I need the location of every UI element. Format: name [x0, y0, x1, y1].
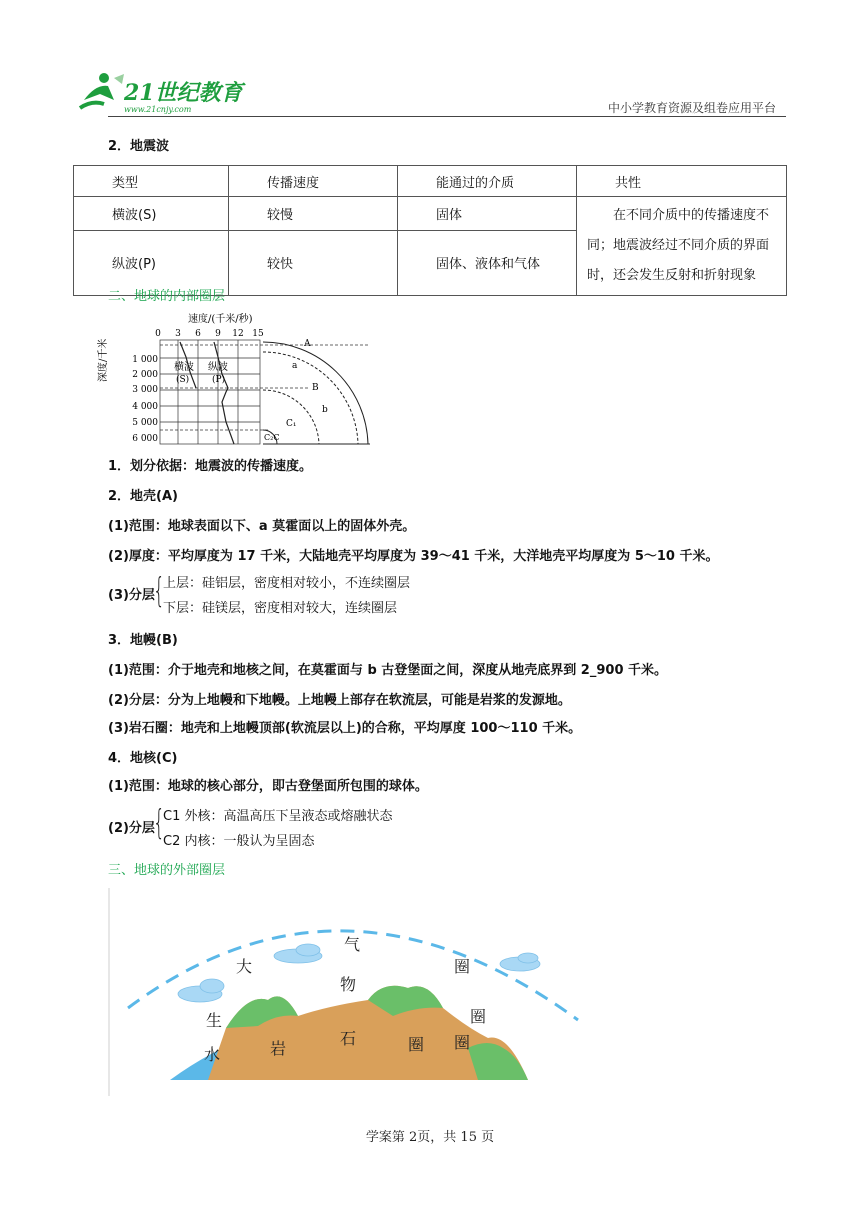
header-platform-text: 中小学教育资源及组卷应用平台 — [607, 101, 776, 115]
y-tick: 6 000 — [132, 434, 158, 444]
p-wave-label: 纵波 — [208, 362, 228, 373]
biosphere-char: 生 — [206, 1011, 223, 1030]
x-tick: 6 — [195, 329, 201, 339]
lithosphere-char: 石 — [340, 1029, 357, 1048]
biosphere-char: 圈 — [470, 1007, 487, 1026]
mantle-layers: (2)分层：分为上地幔和下地幔。上地幔上部存在软流层，可能是岩浆的发源地。 — [108, 693, 571, 708]
site-logo — [74, 70, 244, 116]
crust-range: (1)范围：地球表面以下、a 莫霍面以上的固体外壳。 — [108, 519, 416, 534]
hydrosphere-char: 圈 — [454, 1033, 471, 1052]
y-tick: 3 000 — [132, 385, 158, 395]
seismic-wave-table — [73, 165, 787, 296]
p-wave-label: (P) — [212, 375, 226, 385]
label-A: A — [304, 339, 311, 349]
table-header-row — [74, 166, 787, 197]
table-header-cell: 能通过的介质 — [398, 166, 577, 197]
heading-external-layers: 三、地球的外部圈层 — [108, 863, 226, 878]
table-cell: 较慢 — [229, 197, 398, 231]
table-header-cell: 类型 — [74, 166, 229, 197]
y-tick: 5 000 — [132, 418, 158, 428]
table-cell: 纵波(P) — [74, 230, 229, 295]
table-cell: 较快 — [229, 230, 398, 295]
core-layer-prefix: (2)分层 — [108, 821, 155, 836]
speed-axis-label: 速度/(千米/秒) — [188, 314, 253, 325]
core-range: (1)范围：地球的核心部分，即古登堡面所包围的球体。 — [108, 779, 428, 794]
crust-lower-layer: 下层：硅镁层，密度相对较大，连续圈层 — [163, 601, 398, 616]
x-tick: 3 — [175, 329, 181, 339]
crust-title: 2．地壳(A) — [108, 489, 178, 504]
x-tick: 0 — [155, 329, 161, 339]
table-header-cell: 共性 — [577, 166, 787, 197]
logo-url: www.21cnjy.com — [124, 105, 192, 114]
table-header-cell: 传播速度 — [229, 166, 398, 197]
external-spheres-figure — [108, 888, 588, 1096]
atmosphere-char: 气 — [344, 935, 361, 954]
hydrosphere-char: 水 — [204, 1045, 221, 1064]
page-footer: 学案第 2页，共 15 页 — [365, 1130, 495, 1145]
logo-text: 21世纪教育 — [124, 80, 243, 106]
depth-axis-label: 深度/千米 — [98, 338, 109, 382]
crust-brace: { — [153, 571, 165, 611]
internal-structure-figure — [98, 312, 378, 448]
table-cell: 固体 — [398, 197, 577, 231]
lithosphere-def: (3)岩石圈：地壳和上地幔顶部(软流层以上)的合称，平均厚度 100～110 千米。 — [108, 721, 582, 736]
biosphere-char: 物 — [340, 975, 357, 994]
s-wave-label: 横波 — [174, 362, 194, 373]
division-basis: 1．划分依据：地震波的传播速度。 — [108, 459, 313, 474]
label-C2: C₂C — [264, 433, 280, 442]
lithosphere-char: 圈 — [408, 1035, 425, 1054]
runner-icon — [80, 73, 124, 108]
label-a: a — [292, 361, 298, 371]
y-tick: 4 000 — [132, 402, 158, 412]
lithosphere-char: 岩 — [270, 1039, 287, 1058]
label-B: B — [312, 383, 319, 393]
table-cell: 固体、液体和气体 — [398, 230, 577, 295]
atmosphere-char: 大 — [236, 957, 253, 976]
section-title-seismic-waves: 2．地震波 — [108, 139, 170, 154]
x-tick: 12 — [232, 329, 244, 339]
x-tick-labels — [155, 329, 264, 339]
table-cell: 横波(S) — [74, 197, 229, 231]
x-tick: 9 — [215, 329, 221, 339]
mantle-title: 3．地幔(B) — [108, 633, 178, 648]
y-tick-labels — [132, 355, 158, 444]
core-outer: C1 外核：高温高压下呈液态或熔融状态 — [163, 809, 393, 824]
label-b: b — [322, 405, 328, 415]
header-divider — [108, 116, 786, 117]
table-row — [74, 197, 787, 231]
table-common-cell: 在不同介质中的传播速度不同；地震波经过不同介质的界面时，还会发生反射和折射现象 — [577, 197, 787, 296]
p-wave-curve — [214, 342, 234, 444]
crust-thickness: (2)厚度：平均厚度为 17 千米，大陆地壳平均厚度为 39～41 千米，大洋地壳平均厚度为 5～10 千米。 — [108, 549, 719, 564]
heading-internal-layers: 二、地球的内部圈层 — [108, 289, 226, 304]
chart-grid — [160, 340, 260, 444]
earth-quarter — [263, 342, 370, 444]
atmosphere-char: 圈 — [454, 957, 471, 976]
core-brace: { — [153, 803, 165, 843]
crust-layer-prefix: (3)分层 — [108, 588, 155, 603]
y-tick: 2 000 — [132, 370, 158, 380]
crust-upper-layer: 上层：硅铝层，密度相对较小，不连续圈层 — [163, 576, 411, 591]
mantle-range: (1)范围：介于地壳和地核之间，在莫霍面与 b 古登堡面之间，深度从地壳底界到 2_900 千米。 — [108, 663, 668, 678]
core-title: 4．地核(C) — [108, 751, 178, 766]
x-tick: 15 — [252, 329, 264, 339]
core-inner: C2 内核：一般认为呈固态 — [163, 834, 315, 849]
y-tick: 1 000 — [132, 355, 158, 365]
label-C1: C₁ — [286, 419, 297, 429]
s-wave-label: (S) — [176, 375, 190, 385]
